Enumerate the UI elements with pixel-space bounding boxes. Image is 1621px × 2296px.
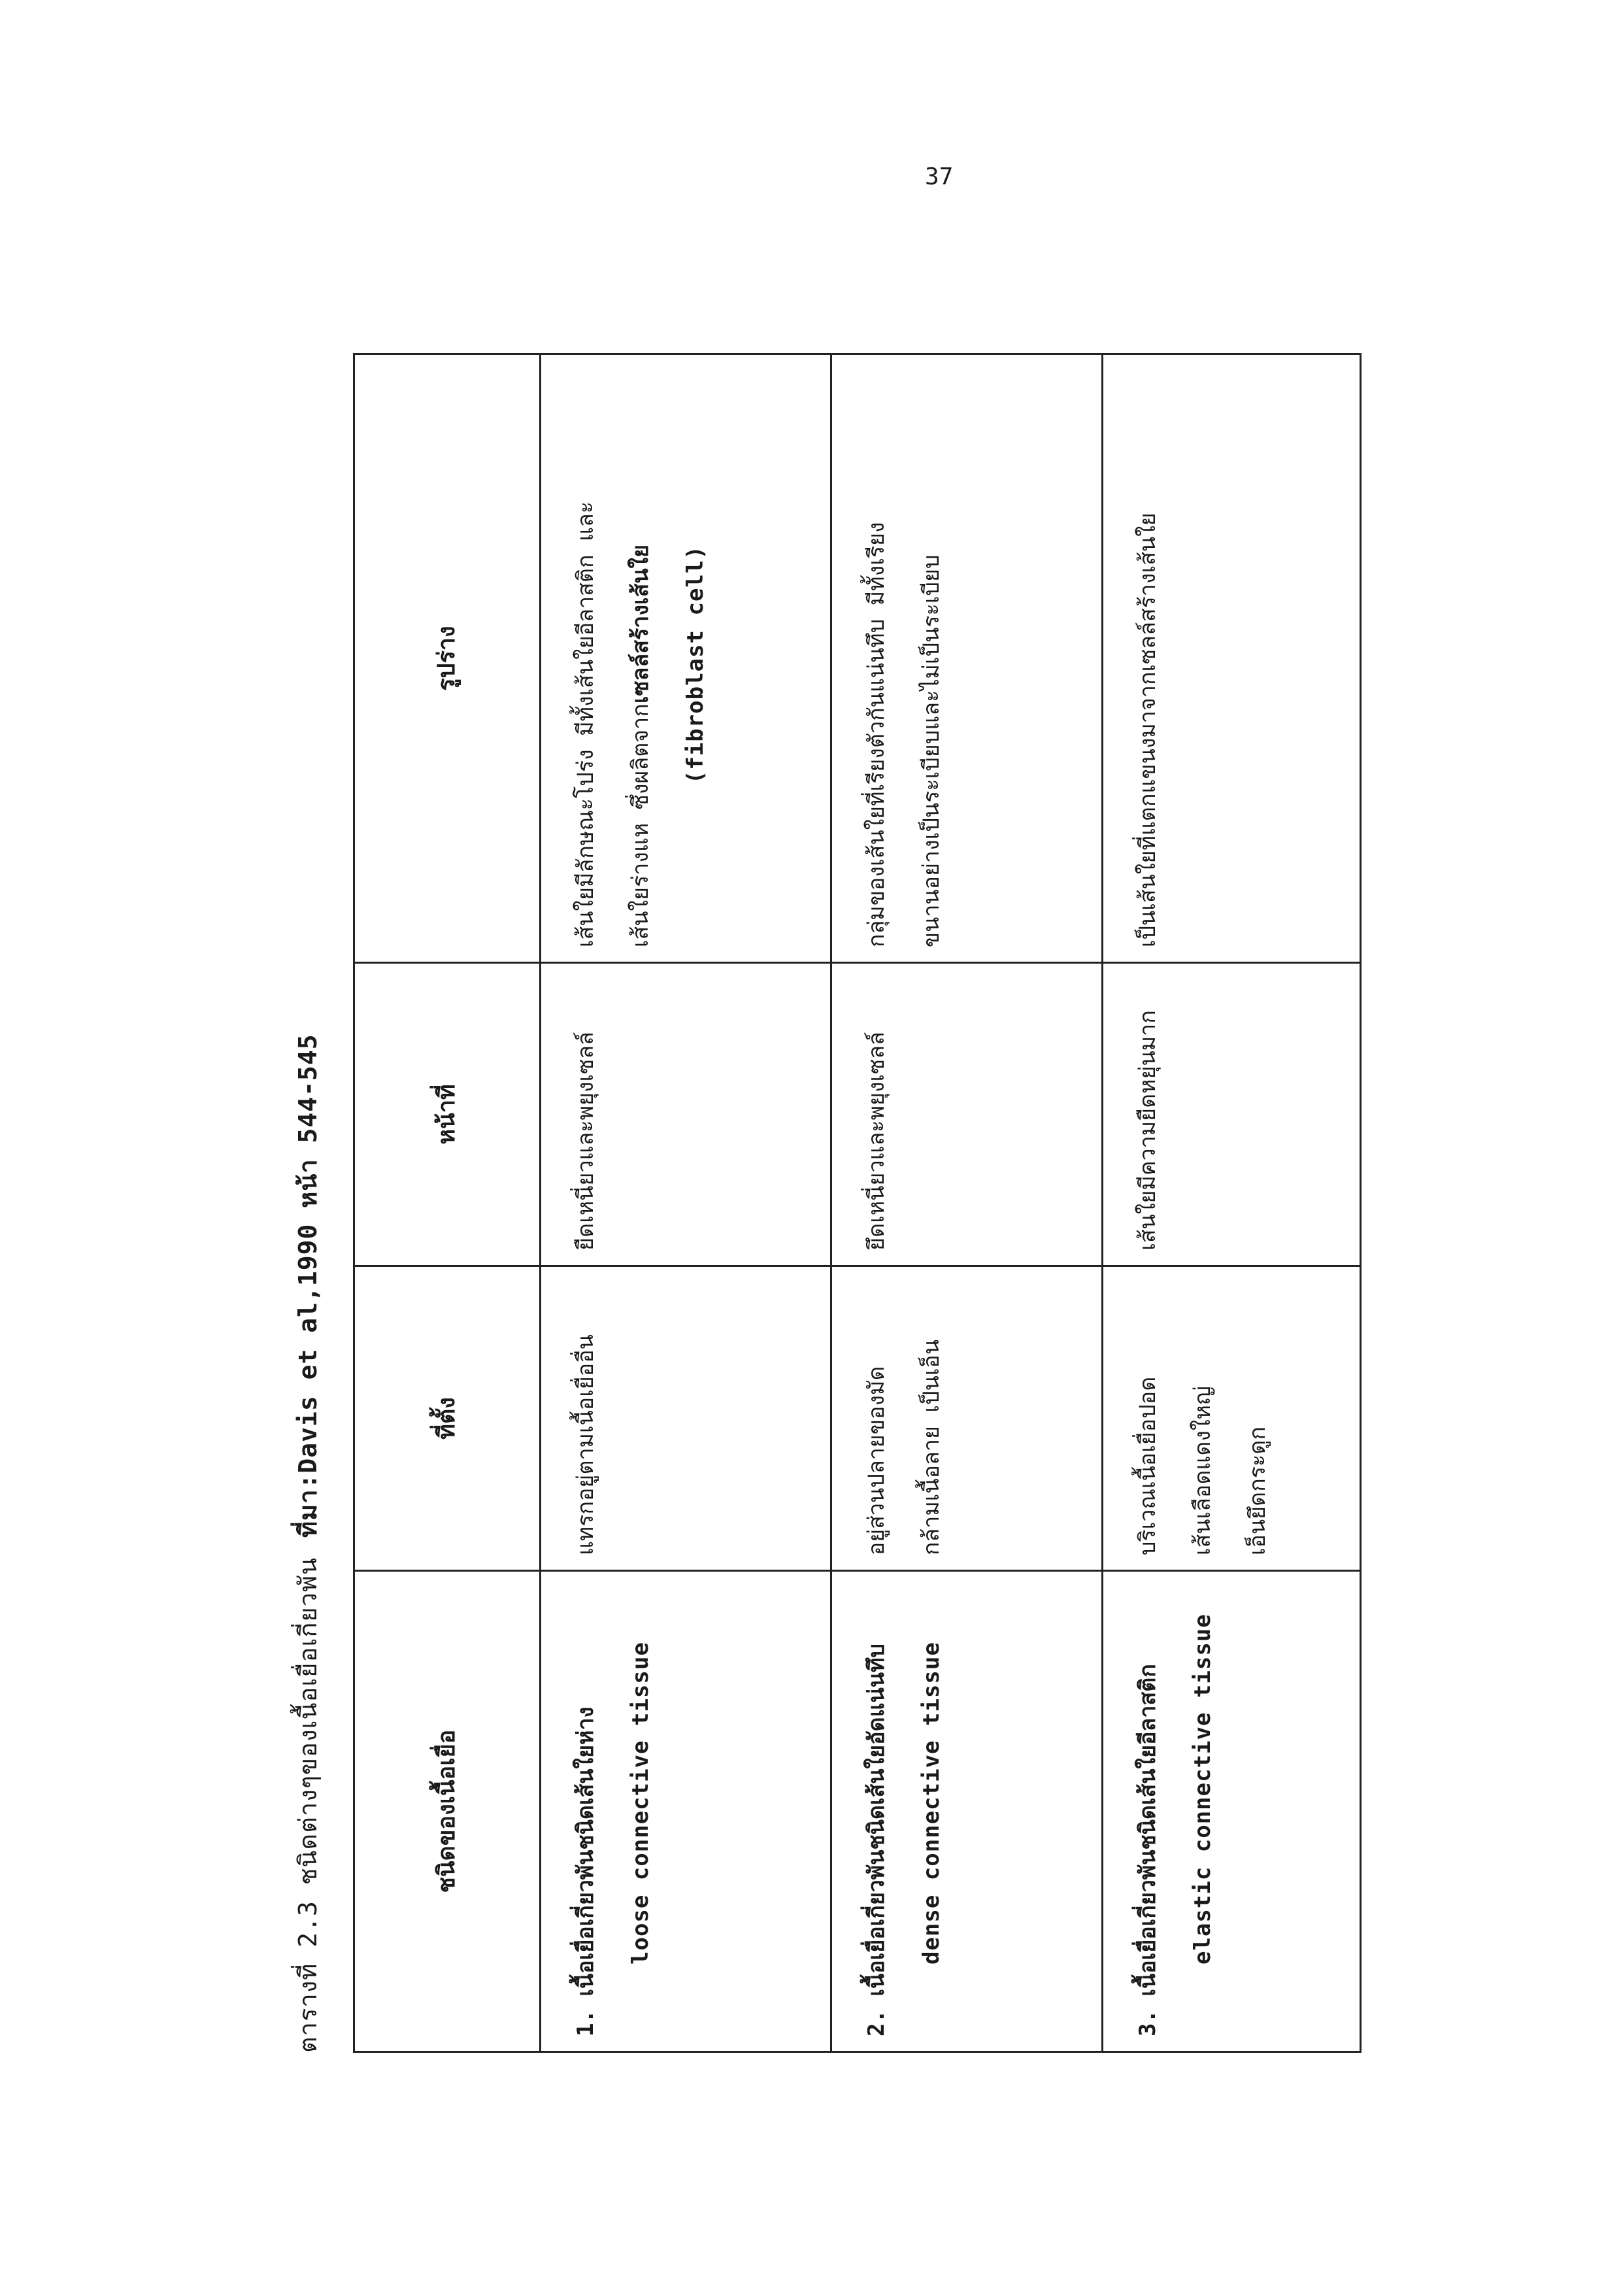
location-line: แทรกอยู่ตามเนื้อเยื่ออื่น: [573, 1334, 599, 1556]
cell-location: [541, 1266, 831, 1570]
caption-label: ตารางที่ 2.3 ชนิดต่างๆของเนื้อเยื่อเกี่ยวพัน: [293, 1557, 322, 2053]
header-type: ชนิดของเนื้อเยื่อ: [354, 1571, 541, 2052]
shape-line: ขนานอย่างเป็นระเบียบและไม่เป็นระเบียบ: [918, 554, 944, 948]
table-header-row: [354, 354, 541, 2052]
cell-type: [1103, 1571, 1361, 2052]
caption-source: ที่มา:Davis et al,1990 หน้า 544-545: [293, 1034, 322, 1538]
table-row: [831, 354, 1103, 2052]
connective-tissue-table: [353, 353, 1362, 2053]
shape-scientific-term: (fibroblast cell): [682, 545, 709, 785]
shape-line: กลุ่มของเส้นใยที่เรียงตัวกันแน่นทึบ มีทั้งเรียง: [863, 522, 890, 948]
cell-location: [1103, 1266, 1361, 1570]
page-number: 37: [925, 163, 954, 190]
cell-shape: [831, 354, 1103, 963]
cell-location: [831, 1266, 1103, 1570]
cell-function: [1103, 963, 1361, 1266]
cell-shape: [541, 354, 831, 963]
rotated-table-block: [288, 340, 1425, 2053]
location-line: กล้ามเนื้อลาย เป็นเอ็น: [918, 1339, 944, 1556]
location-line: เอ็นยึดกระดูก: [1245, 1427, 1271, 1556]
type-thai: 1. เนื้อเยื่อเกี่ยวพันชนิดเส้นใยห่าง: [573, 1706, 599, 2036]
cell-type: [541, 1571, 831, 2052]
cell-function: [541, 963, 831, 1266]
shape-line: เส้นใยมีลักษณะโปร่ง มีทั้งเส้นใยอีลาสติก และ: [573, 501, 599, 948]
type-english: elastic connective tissue: [1190, 1613, 1216, 1965]
location-line: เส้นเลือดแดงใหญ่: [1190, 1386, 1216, 1556]
table-row: [541, 354, 831, 2052]
header-function: หน้าที่: [354, 963, 541, 1266]
cell-function: [831, 963, 1103, 1266]
shape-text: เส้นใยร่างแห ซึ่งผลิตจาก: [627, 703, 654, 948]
function-text: เส้นใยมีความยืดหยุ่นมาก: [1135, 1010, 1161, 1251]
shape-bold-text: เซลล์สร้างเส้นใย: [627, 544, 654, 704]
cell-type: [831, 1571, 1103, 2052]
function-text: ยึดเหนี่ยวและพยุงเซลล์: [863, 1032, 890, 1251]
type-english: dense connective tissue: [918, 1642, 944, 1965]
function-text: ยืดเหนี่ยวและพยุงเซลล์: [573, 1032, 599, 1251]
shape-line: เป็นเส้นใยที่แตกแขนงมาจากเซลล์สร้างเส้นใย: [1135, 513, 1161, 948]
shape-line: [613, 369, 668, 947]
location-line: บริเวณเนื้อเยื่อปอด: [1135, 1376, 1161, 1556]
header-shape: รูปร่าง: [354, 354, 541, 963]
cell-shape: [1103, 354, 1361, 963]
type-thai: 2. เนื้อเยื่อเกี่ยวพันชนิดเส้นใยอัดแน่นทึบ: [863, 1644, 890, 2036]
table-caption: [288, 1034, 327, 2053]
type-english: loose connective tissue: [627, 1642, 654, 1965]
location-line: อยู่ส่วนปลายของมัด: [863, 1366, 890, 1556]
type-thai: 3. เนื้อเยื่อเกี่ยวพันชนิดเส้นใยอีลาสติก: [1135, 1664, 1161, 2036]
table-row: [1103, 354, 1361, 2052]
header-location: ที่ตั้ง: [354, 1266, 541, 1570]
